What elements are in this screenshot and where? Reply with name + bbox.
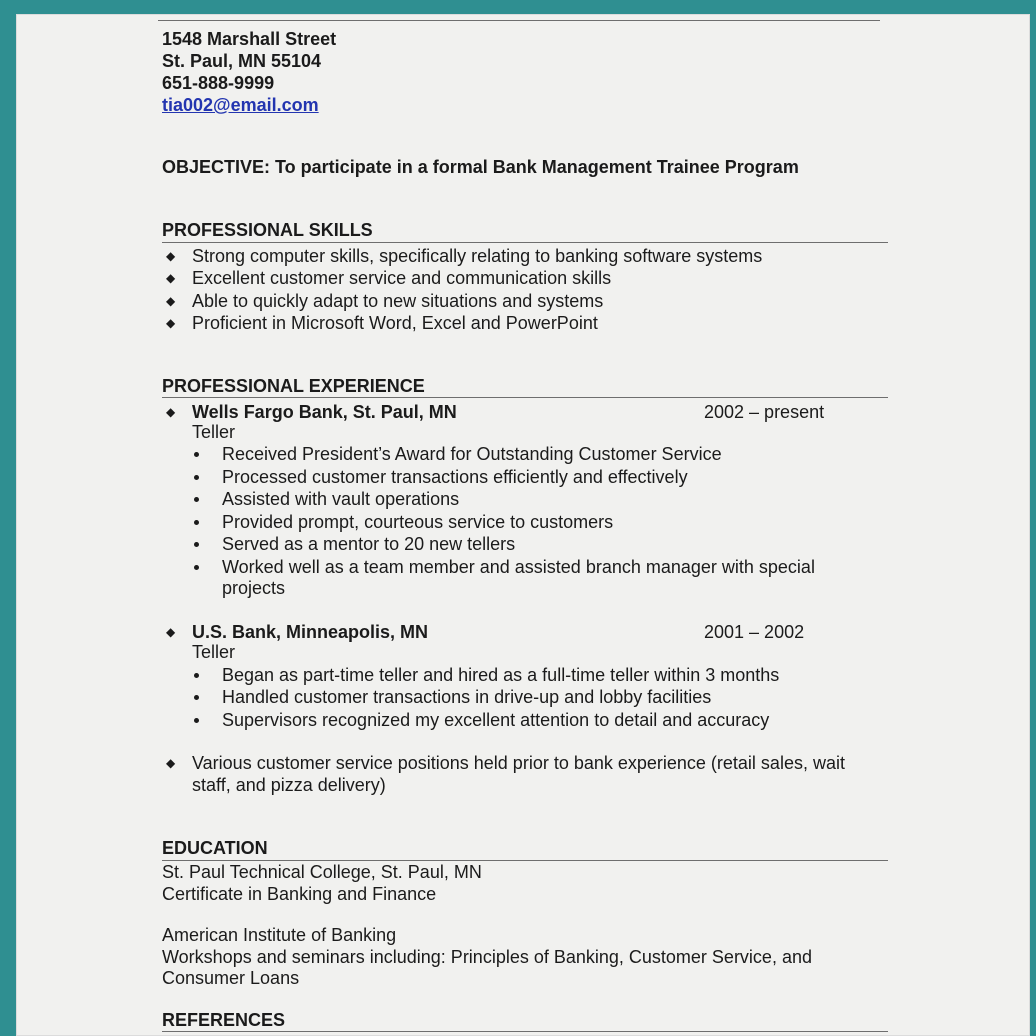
references-rule [162, 1031, 888, 1032]
bullet-dot-icon [194, 497, 199, 502]
job-title: Teller [192, 422, 236, 442]
job-item: Assisted with vault operations [222, 489, 460, 509]
job-item: Worked well as a team member and assisted branch manager with special [222, 557, 815, 577]
diamond-bullet-icon: ◆ [166, 271, 176, 285]
bullet-dot-icon [194, 673, 199, 678]
diamond-bullet-icon: ◆ [166, 294, 176, 308]
contact-city: St. Paul, MN 55104 [162, 51, 322, 71]
bullet-dot-icon [194, 452, 199, 457]
job-employer: Wells Fargo Bank, St. Paul, MN [192, 402, 457, 422]
education-line: Certificate in Banking and Finance [162, 884, 437, 904]
education-line: Workshops and seminars including: Principles of Banking, Customer Service, and [162, 947, 812, 967]
diamond-bullet-icon: ◆ [166, 316, 176, 330]
bullet-dot-icon [194, 718, 199, 723]
contact-email-link[interactable]: tia002@email.com [162, 95, 319, 115]
job-dates: 2002 – present [704, 402, 825, 422]
resume-page [16, 14, 1030, 1036]
top-rule [158, 20, 880, 21]
bullet-dot-icon [194, 475, 199, 480]
education-line: St. Paul Technical College, St. Paul, MN [162, 862, 482, 882]
education-line: Consumer Loans [162, 968, 300, 988]
job-item: Supervisors recognized my excellent attention to detail and accuracy [222, 710, 770, 730]
bullet-dot-icon [194, 542, 199, 547]
other-experience: Various customer service positions held prior to bank experience (retail sales, wait [192, 753, 845, 773]
education-heading: EDUCATION [162, 838, 268, 858]
job-title: Teller [192, 642, 236, 662]
diamond-bullet-icon: ◆ [166, 405, 176, 419]
bullet-dot-icon [194, 695, 199, 700]
skills-rule [162, 242, 888, 243]
job-employer: U.S. Bank, Minneapolis, MN [192, 622, 429, 642]
skills-heading: PROFESSIONAL SKILLS [162, 220, 373, 240]
references-heading: REFERENCES [162, 1010, 286, 1030]
education-line: American Institute of Banking [162, 925, 397, 945]
diamond-bullet-icon: ◆ [166, 756, 176, 770]
skill-item: Able to quickly adapt to new situations and systems [192, 291, 604, 311]
contact-street: 1548 Marshall Street [162, 29, 337, 49]
job-item: Processed customer transactions efficiently and effectively [222, 467, 688, 487]
contact-phone: 651-888-9999 [162, 73, 275, 93]
skill-item: Proficient in Microsoft Word, Excel and PowerPoint [192, 313, 598, 333]
job-item: Began as part-time teller and hired as a full-time teller within 3 months [222, 665, 780, 685]
job-item: Provided prompt, courteous service to customers [222, 512, 614, 532]
experience-rule [162, 397, 888, 398]
diamond-bullet-icon: ◆ [166, 625, 176, 639]
job-item: Handled customer transactions in drive-up and lobby facilities [222, 687, 712, 707]
job-dates: 2001 – 2002 [704, 622, 805, 642]
diamond-bullet-icon: ◆ [166, 249, 176, 263]
experience-heading: PROFESSIONAL EXPERIENCE [162, 376, 425, 396]
bullet-dot-icon [194, 520, 199, 525]
skill-item: Strong computer skills, specifically relating to banking software systems [192, 246, 763, 266]
objective: OBJECTIVE: To participate in a formal Bank Management Trainee Program [162, 157, 799, 177]
job-item: Received President’s Award for Outstanding Customer Service [222, 444, 722, 464]
bullet-dot-icon [194, 565, 199, 570]
job-item-continued: projects [222, 578, 286, 598]
job-item: Served as a mentor to 20 new tellers [222, 534, 516, 554]
other-experience-continued: staff, and pizza delivery) [192, 775, 386, 795]
skill-item: Excellent customer service and communication skills [192, 268, 612, 288]
